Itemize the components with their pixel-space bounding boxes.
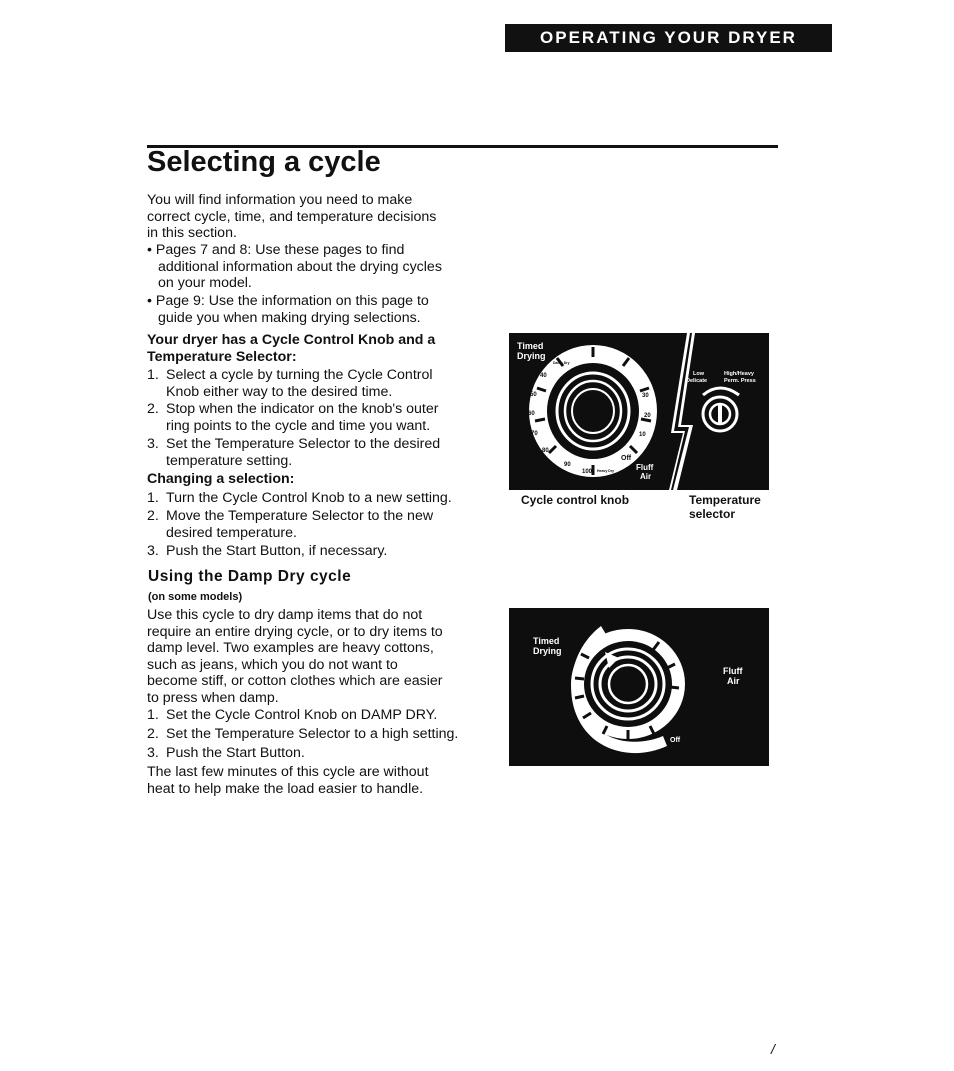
dial-label: 60 [528, 411, 535, 417]
heading-line: Your dryer has a Cycle Control Knob and a [147, 332, 436, 348]
dial-label: 90 [564, 462, 571, 468]
timed-drying-label: Timed [533, 636, 560, 646]
step-number: 1. [147, 367, 159, 383]
damp-dry-heading: Using the Damp Dry cycle [148, 568, 352, 585]
damp-dry-paragraph [147, 607, 477, 706]
dial-small-label: Tumble [565, 354, 578, 358]
models-note: (on some models) [148, 591, 243, 603]
para-line: heat to help make the load easier to handle. [147, 780, 424, 797]
caption-line: selector [689, 506, 736, 521]
damp-steps-list [147, 707, 487, 764]
dial-label: 80 [542, 448, 549, 454]
dial-small-label: Heavy Dry [597, 469, 615, 473]
dial-label: Off [623, 367, 634, 374]
para-line: damp level. Two examples are heavy cottons, [147, 640, 434, 656]
bullet-item [147, 242, 467, 292]
dial-small-label: Cool Down [608, 354, 627, 358]
page-title: Selecting a cycle [147, 146, 381, 178]
step-line: Set the Temperature Selector to a high setting. [166, 726, 459, 742]
para-line: become stiff, or cotton clothes which are easier [147, 673, 443, 689]
list-item [147, 367, 467, 401]
para-line: such as jeans, which you do not want to [147, 656, 398, 673]
control-panel-illustration [509, 333, 769, 490]
bullet-line: guide you when making drying selections. [158, 309, 421, 326]
bullet-line: • Page 9: Use the information on this page to [147, 293, 429, 309]
heading-line: Temperature Selector: [147, 348, 297, 365]
knob-section-heading [147, 332, 467, 365]
step-number: 2. [147, 401, 159, 417]
fluff-air-label: Fluff [636, 463, 654, 472]
timed-drying-label: Drying [533, 646, 562, 656]
step-line: Turn the Cycle Control Knob to a new setting. [166, 490, 452, 506]
temp-label-low: Low [693, 371, 704, 377]
damp-dry-knob-figure [509, 608, 769, 766]
dial-label: 10 [599, 355, 607, 362]
step-line: Set the Cycle Control Knob on DAMP DRY. [166, 707, 438, 723]
step-number: 3. [147, 745, 159, 761]
bullet-line: additional information about the drying cycles [158, 258, 442, 275]
step-number: 1. [147, 490, 159, 506]
change-heading: Changing a selection: [147, 471, 295, 487]
list-item [147, 745, 487, 764]
dial-label: 100 [582, 469, 593, 475]
step-number: 3. [147, 436, 159, 452]
bullet-line: • Pages 7 and 8: Use these pages to find [147, 242, 405, 258]
list-item [147, 707, 487, 726]
dial-label: 20 [644, 413, 651, 419]
intro-line: in this section. [147, 225, 237, 241]
page-number: / [771, 1041, 775, 1057]
section-banner: OPERATING YOUR DRYER [505, 24, 832, 52]
temp-label-low: Delicate [686, 378, 708, 384]
dial-label: 30 [642, 393, 649, 399]
step-line: desired temperature. [166, 524, 297, 541]
temp-label-high: High/Heavy [724, 371, 754, 377]
caption-line: Temperature [689, 493, 761, 507]
dial-label: 70 [531, 431, 538, 437]
change-steps-list [147, 490, 477, 561]
damp-dry-knob-illustration [509, 608, 769, 766]
list-item [147, 436, 467, 470]
step-line: Select a cycle by turning the Cycle Control [166, 367, 433, 383]
dial-label: 40 [540, 373, 547, 379]
step-line: Move the Temperature Selector to the new [166, 508, 434, 524]
step-number: 1. [147, 707, 159, 723]
bullet-item [147, 293, 467, 326]
fluff-air-label: Air [727, 676, 740, 686]
step-line: Stop when the indicator on the knob's outer [166, 401, 439, 417]
temp-label-high: Perm. Press [724, 378, 756, 384]
para-line: The last few minutes of this cycle are without [147, 764, 429, 780]
step-number: 2. [147, 508, 159, 524]
para-line: to press when damp. [147, 689, 279, 706]
dial-label: 10 [639, 432, 646, 438]
intro-paragraph [147, 192, 467, 242]
list-item [147, 401, 467, 436]
para-line: Use this cycle to dry damp items that do not [147, 607, 423, 623]
caption-temperature-selector [689, 494, 761, 521]
dial-label: 50 [530, 392, 537, 398]
fluff-air-label: Fluff [723, 666, 743, 676]
list-item [147, 726, 487, 745]
caption-cycle-knob: Cycle control knob [521, 493, 630, 507]
dial-label: Off [621, 455, 632, 462]
dial-label: 20 [580, 355, 588, 362]
dial-small-label: Damp Dry [553, 361, 570, 365]
step-line: Push the Start Button. [166, 745, 305, 761]
fluff-air-label: Air [640, 472, 652, 481]
list-item [147, 543, 477, 561]
step-line: Knob either way to the desired time. [166, 383, 393, 400]
intro-line: correct cycle, time, and temperature decisions [147, 208, 437, 225]
timed-drying-label: Drying [517, 351, 546, 361]
closing-paragraph [147, 764, 477, 797]
step-line: temperature setting. [166, 452, 293, 469]
step-number: 3. [147, 543, 159, 559]
control-panel-figure [509, 333, 769, 490]
step-number: 2. [147, 726, 159, 742]
timed-drying-label: Timed [517, 341, 544, 351]
list-item [147, 508, 477, 543]
step-line: Push the Start Button, if necessary. [166, 543, 388, 559]
para-line: require an entire drying cycle, or to dry items to [147, 623, 443, 640]
step-line: ring points to the cycle and time you want. [166, 417, 431, 434]
off-label: Off [670, 737, 681, 744]
step-line: Set the Temperature Selector to the desired [166, 436, 441, 452]
knob-steps-list [147, 367, 467, 470]
list-item [147, 490, 477, 508]
bullet-line: on your model. [158, 275, 252, 291]
intro-line: You will find information you need to make [147, 192, 413, 208]
